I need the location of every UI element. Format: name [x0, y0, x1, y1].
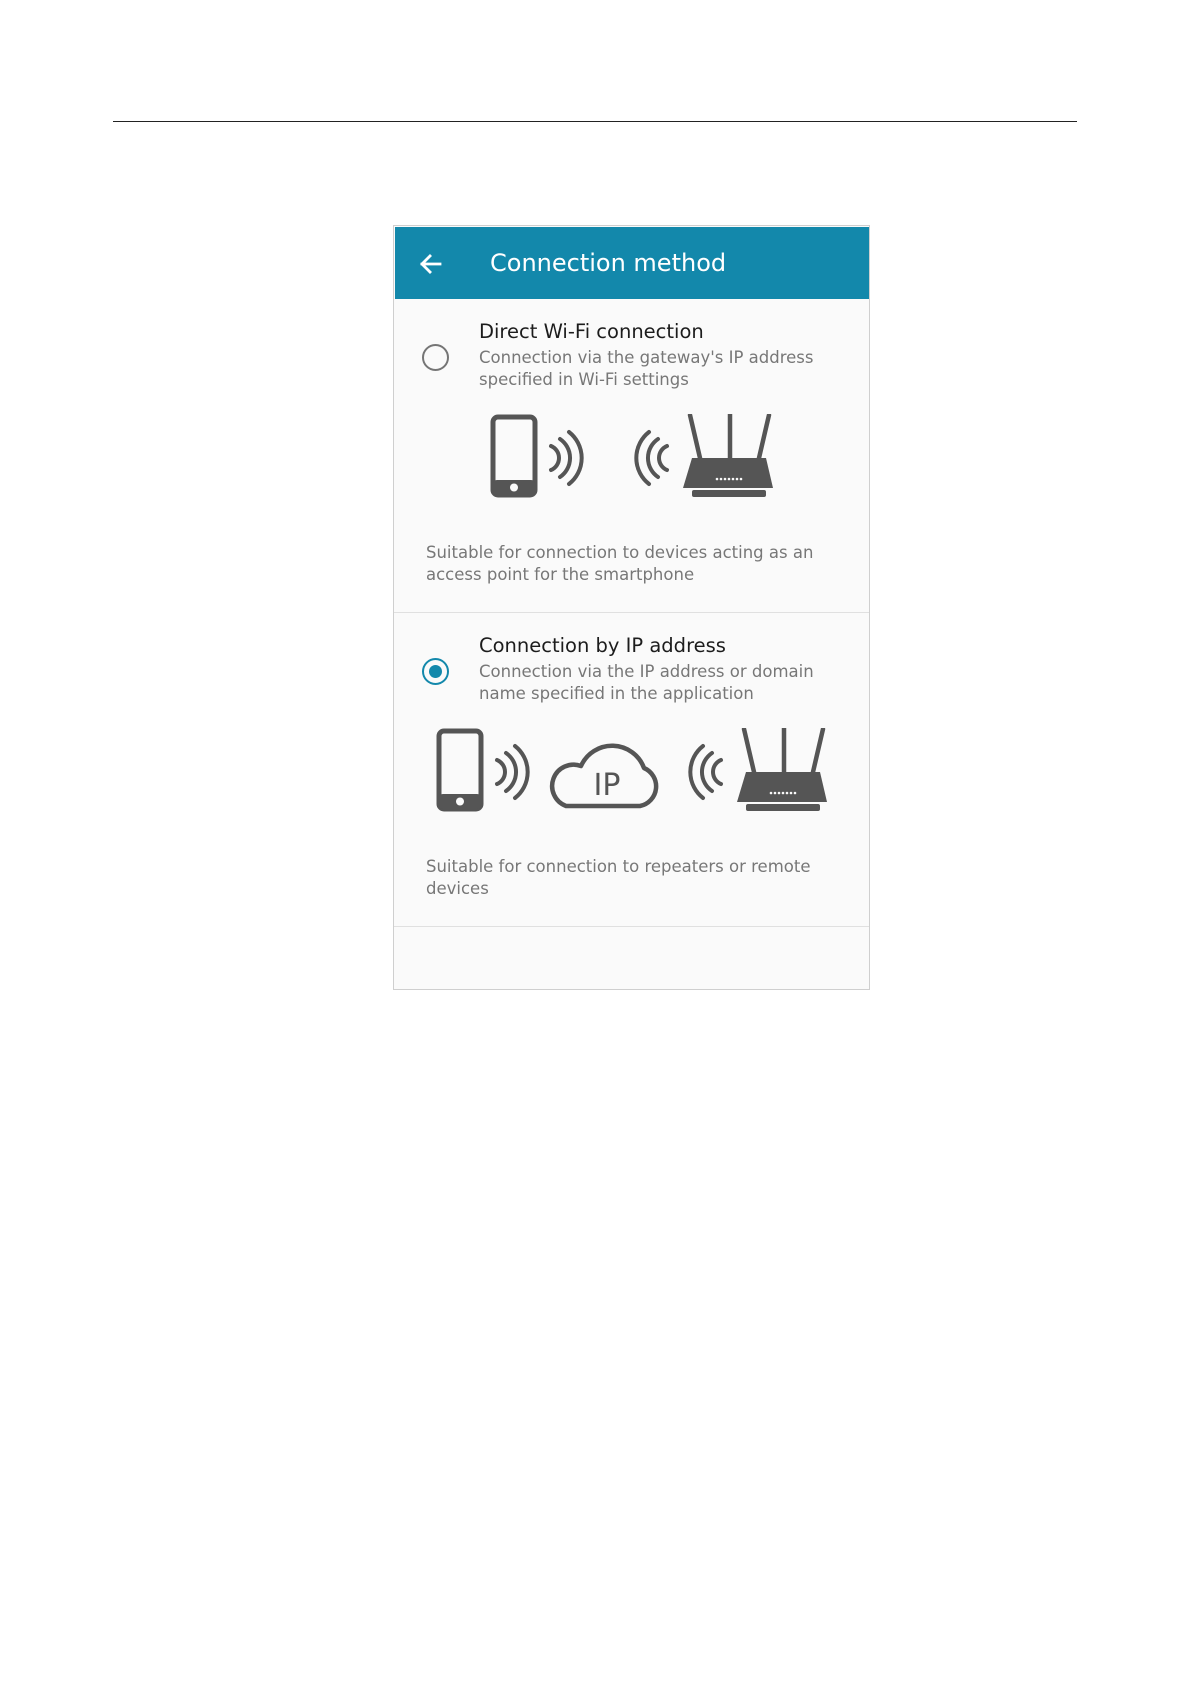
smartphone-icon: [493, 417, 535, 495]
smartphone-icon: [439, 731, 481, 809]
wifi-waves-icon: [497, 746, 528, 798]
arrow-left-icon[interactable]: [415, 249, 445, 279]
cloud-ip-label: IP: [593, 768, 621, 803]
wifi-waves-icon: [551, 432, 582, 484]
radio-ip-address[interactable]: [422, 658, 449, 685]
page-title: Connection method: [490, 249, 727, 277]
wifi-waves-icon: [636, 432, 667, 484]
direct-wifi-illustration: [394, 414, 869, 514]
option-note: Suitable for connection to devices acting as an access point for the smartphone: [426, 543, 814, 584]
page-header-rule: [113, 121, 1077, 122]
option-direct-wifi[interactable]: [394, 299, 869, 613]
option-note: Suitable for connection to repeaters or remote devices: [426, 857, 811, 898]
option-subtitle: Connection via the IP address or domain name specified in the application: [479, 662, 814, 703]
router-icon: [683, 414, 773, 497]
option-subtitle: Connection via the gateway's IP address specified in Wi-Fi settings: [479, 348, 814, 389]
app-bar: [395, 227, 869, 299]
option-ip-address[interactable]: [394, 613, 869, 927]
wifi-waves-icon: [690, 746, 721, 798]
option-title: Direct Wi-Fi connection: [479, 320, 704, 343]
radio-direct-wifi[interactable]: [422, 344, 449, 371]
ip-connection-illustration: [394, 728, 869, 828]
option-title: Connection by IP address: [479, 634, 726, 657]
connection-method-screen: [393, 225, 870, 990]
cloud-ip-icon: [552, 746, 656, 806]
router-icon: [737, 728, 827, 811]
